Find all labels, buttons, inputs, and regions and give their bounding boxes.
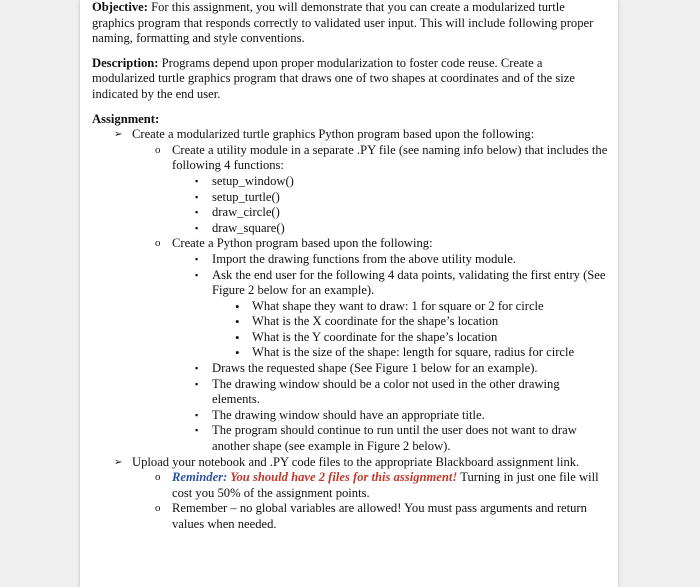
- square-bullet-icon: ▪: [195, 409, 199, 420]
- list-item-text: What is the size of the shape: length for square, radius for circle: [252, 345, 575, 360]
- list-item-text: Create a Python program based upon the following:: [172, 236, 433, 251]
- square-bullet-icon: ▪: [195, 269, 199, 280]
- list-item: [92, 143, 608, 174]
- assignment-heading-text: Assignment:: [92, 111, 160, 126]
- list-item: [92, 127, 608, 143]
- list-item: [92, 423, 608, 454]
- objective-label: Objective:: [92, 0, 148, 14]
- square-bullet-icon: ▪: [195, 425, 199, 436]
- list-item-text: draw_circle(): [212, 205, 280, 220]
- list-item-text: What is the X coordinate for the shape’s location: [252, 314, 499, 329]
- list-item: [92, 174, 608, 190]
- list-item: [92, 299, 608, 315]
- square-bullet-icon: ▪: [195, 175, 199, 186]
- list-item: [92, 501, 608, 532]
- list-item-text: What is the Y coordinate for the shape’s location: [252, 329, 498, 344]
- objective-paragraph: [92, 0, 608, 47]
- list-item-text: The drawing window should be a color not used in the other drawing elements.: [212, 376, 560, 407]
- list-item: [92, 236, 608, 252]
- dot-bullet-icon: •: [235, 345, 240, 361]
- list-item: [92, 361, 608, 377]
- list-item: [92, 252, 608, 268]
- list-item-text: Draws the requested shape (See Figure 1 below for an example).: [212, 361, 538, 376]
- list-item: [92, 314, 608, 330]
- dot-bullet-icon: •: [235, 329, 240, 345]
- arrow-bullet-icon: ➢: [114, 129, 123, 141]
- list-item-text: What shape they want to draw: 1 for square or 2 for circle: [252, 298, 544, 313]
- list-item-text: setup_turtle(): [212, 189, 280, 204]
- list-item-text: Ask the end user for the following 4 data points, validating the first entry (See Figure 2 below for an example).: [212, 267, 606, 298]
- description-paragraph: [92, 56, 608, 103]
- list-item: [92, 190, 608, 206]
- arrow-bullet-icon: ➢: [114, 456, 123, 468]
- circle-bullet-icon: o: [155, 143, 161, 156]
- list-item-text: setup_window(): [212, 173, 294, 188]
- list-item-text: Upload your notebook and .PY code files to the appropriate Blackboard assignment link.: [132, 454, 580, 469]
- reminder-label: Reminder:: [172, 470, 228, 485]
- list-item: [92, 221, 608, 237]
- reminder-warning: You should have 2 files for this assignment!: [227, 470, 458, 485]
- list-item-text: Remember – no global variables are allowed! You must pass arguments and return values when needed.: [172, 501, 587, 531]
- circle-bullet-icon: o: [155, 502, 161, 515]
- assignment-heading: [92, 112, 608, 128]
- list-item: [92, 408, 608, 424]
- list-item: [92, 455, 608, 471]
- list-item: [92, 470, 608, 501]
- dot-bullet-icon: •: [235, 314, 240, 330]
- square-bullet-icon: ▪: [195, 222, 199, 233]
- list-item-text: Create a modularized turtle graphics Python program based upon the following:: [132, 127, 535, 142]
- square-bullet-icon: ▪: [195, 253, 199, 264]
- description-label: Description:: [92, 55, 159, 70]
- circle-bullet-icon: o: [155, 237, 161, 250]
- list-item-text: Create a utility module in a separate .PY file (see naming info below) that includes the following 4 functions:: [172, 142, 608, 173]
- list-item: [92, 330, 608, 346]
- list-item: [92, 205, 608, 221]
- list-item: [92, 377, 608, 408]
- list-item: [92, 268, 608, 299]
- objective-text: For this assignment, you will demonstrate that you can create a modularized turtle graphics program that responds correctly to validated user input. This will include following proper naming, formatting and style conventions.: [92, 0, 594, 46]
- reminder-text: Turning in just one file will cost you 50% of the assignment points.: [172, 470, 599, 500]
- list-item-text: The program should continue to run until the user does not want to draw another shape (see example in Figure 2 below).: [212, 423, 577, 454]
- list-item-text: draw_square(): [212, 220, 285, 235]
- list-item: [92, 345, 608, 361]
- square-bullet-icon: ▪: [195, 207, 199, 218]
- document-content: [92, 0, 608, 533]
- list-item-text: Import the drawing functions from the above utility module.: [212, 251, 516, 266]
- list-item-text: The drawing window should have an appropriate title.: [212, 407, 485, 422]
- dot-bullet-icon: •: [235, 298, 240, 314]
- circle-bullet-icon: o: [155, 471, 161, 484]
- square-bullet-icon: ▪: [195, 363, 199, 374]
- description-text: Programs depend upon proper modularization to foster code reuse. Create a modularized turtle graphics program that draws one of two shapes at coordinates and of the size indicated by the end user.: [92, 55, 575, 101]
- document-page: [80, 0, 618, 587]
- square-bullet-icon: ▪: [195, 378, 199, 389]
- square-bullet-icon: ▪: [195, 191, 199, 202]
